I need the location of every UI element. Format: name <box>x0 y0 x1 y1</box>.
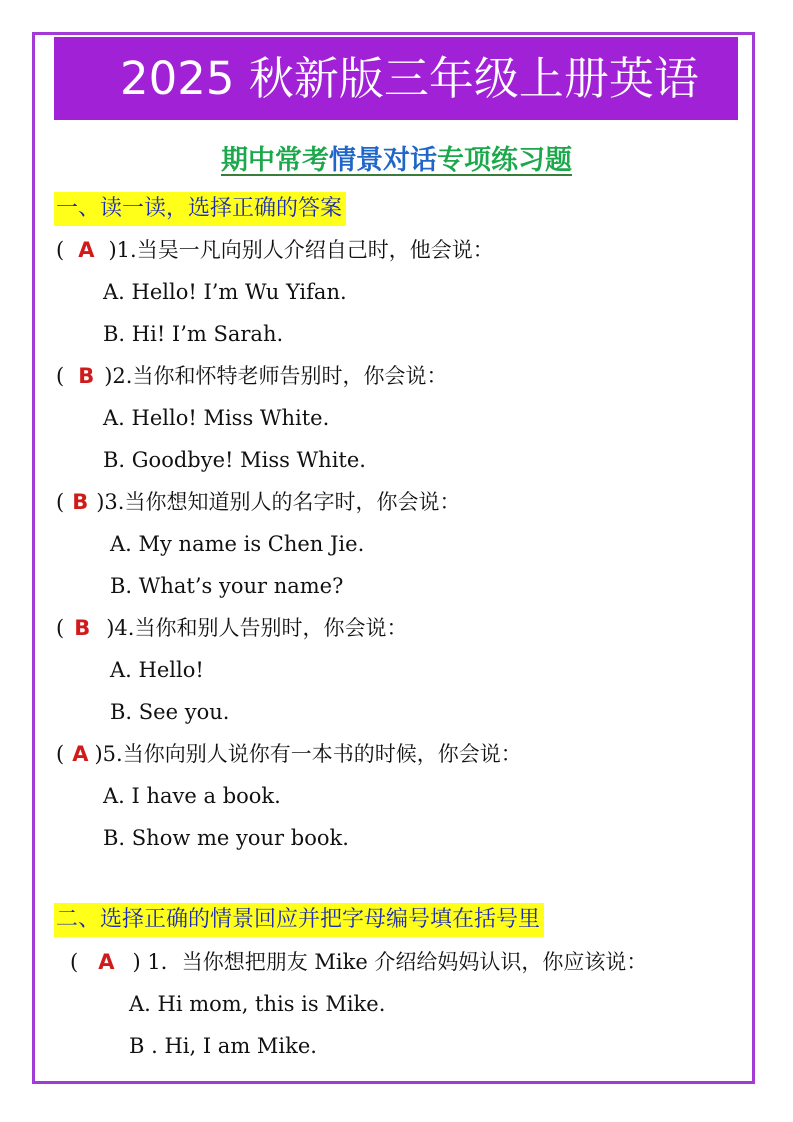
subtitle <box>0 138 793 177</box>
title-banner <box>54 37 738 120</box>
question-text: )1.当吴一凡向别人介绍自己时，他会说： <box>108 238 494 262</box>
section1-heading: 一、读一读，选择正确的答案 <box>54 192 346 226</box>
option-a: A. I have a book. <box>103 784 281 808</box>
answer-letter: A <box>72 742 89 766</box>
question-open-paren: ( <box>56 490 65 514</box>
question-open-paren: ( <box>56 742 65 766</box>
option-a: A. Hi mom, this is Mike. <box>129 992 386 1016</box>
question-text: ) 1．当你想把朋友 Mike 介绍给妈妈认识，你应该说： <box>132 950 648 974</box>
option-a: A. Hello! I’m Wu Yifan. <box>103 280 347 304</box>
subtitle-part2: 情景对话 <box>329 145 437 176</box>
answer-letter: B <box>74 616 91 640</box>
question-3 <box>56 487 460 517</box>
answer-letter: B <box>78 364 95 388</box>
question-text: )3.当你想知道别人的名字时，你会说： <box>96 490 461 514</box>
banner-title: 2025 秋新版三年级上册英语 <box>120 52 699 105</box>
question-text: )4.当你和别人告别时，你会说： <box>106 616 408 640</box>
question-text: )2.当你和怀特老师告别时，你会说： <box>104 364 448 388</box>
answer-letter: A <box>98 950 115 974</box>
option-b: B. Hi! I’m Sarah. <box>103 322 284 346</box>
question-text: )5.当你向别人说你有一本书的时候，你会说： <box>94 742 522 766</box>
section2-heading: 二、选择正确的情景回应并把字母编号填在括号里 <box>54 903 544 937</box>
answer-letter: A <box>78 238 95 262</box>
question-4 <box>56 613 407 643</box>
option-a: A. Hello! Miss White. <box>103 406 330 430</box>
subtitle-part1: 期中常考 <box>221 145 329 176</box>
question-open-paren: ( <box>70 950 79 974</box>
subtitle-part3: 专项练习题 <box>437 145 572 176</box>
option-b: B . Hi, I am Mike. <box>129 1034 317 1058</box>
option-b: B. Show me your book. <box>103 826 349 850</box>
question-open-paren: ( <box>56 364 65 388</box>
option-b: B. What’s your name? <box>110 574 344 598</box>
option-a: A. My name is Chen Jie. <box>110 532 365 556</box>
option-b: B. Goodbye! Miss White. <box>103 448 366 472</box>
question-open-paren: ( <box>56 238 65 262</box>
question-1 <box>56 235 494 265</box>
question-open-paren: ( <box>56 616 65 640</box>
question-5 <box>56 739 522 769</box>
option-b: B. See you. <box>110 700 230 724</box>
option-a: A. Hello! <box>110 658 204 682</box>
question-2 <box>56 361 447 391</box>
question-s2-1 <box>70 947 647 977</box>
answer-letter: B <box>72 490 89 514</box>
